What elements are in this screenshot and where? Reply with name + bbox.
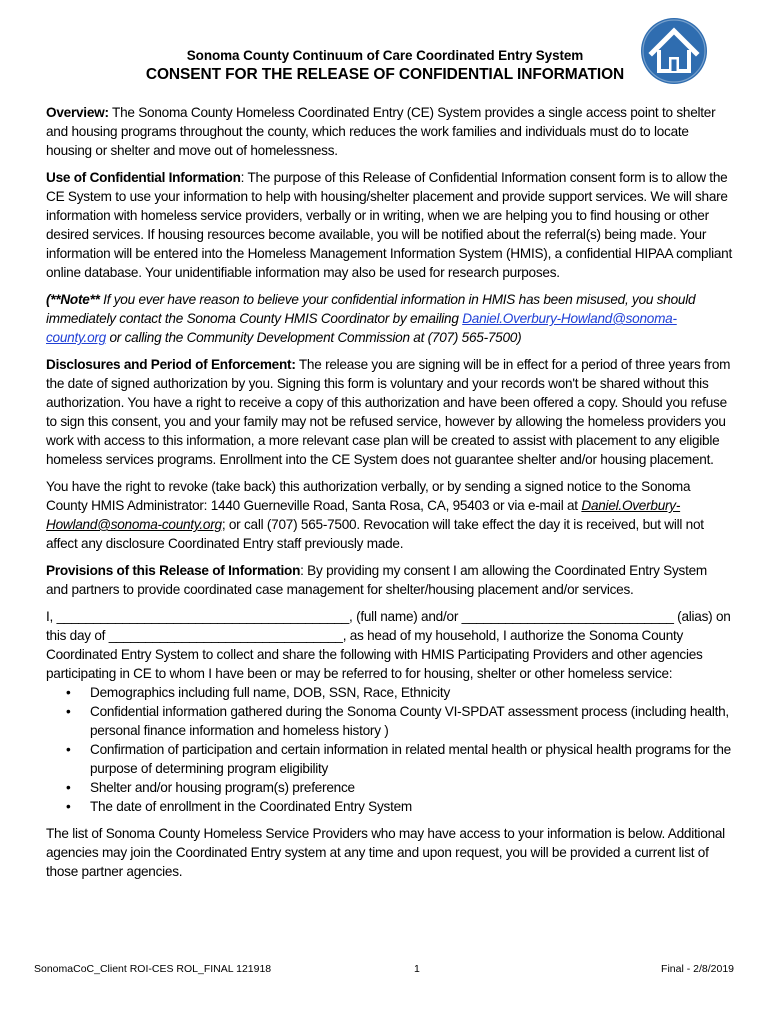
list-item: • Shelter and/or housing program(s) preference xyxy=(90,778,732,797)
footer-document-id: SonomaCoC_Client ROI-CES ROL_FINAL 121918 xyxy=(34,963,272,975)
consent-paragraph xyxy=(46,607,732,683)
provisions-text: : By providing my consent I am allowing the Coordinated Entry System and partners to provide coordinated case management for shelter/housing placement and/or services. xyxy=(46,563,707,597)
consent-i: I, xyxy=(46,609,57,624)
list-item: • Demographics including full name, DOB, SSN, Race, Ethnicity xyxy=(90,683,732,702)
day-label: on this day of xyxy=(46,609,731,643)
full-name-field[interactable]: ________________________________________ xyxy=(56,609,350,624)
form-title: CONSENT FOR THE RELEASE OF CONFIDENTIAL INFORMATION xyxy=(145,66,625,83)
shared-info-list xyxy=(46,683,732,816)
note-text-tail: or calling the Community Development Commission at (707) 565-7500) xyxy=(105,330,522,345)
alias-field[interactable]: _____________________________ xyxy=(461,609,674,624)
hmis-coordinator-email-link[interactable]: Daniel.Overbury-Howland@sonoma-county.org xyxy=(46,311,677,345)
form-body xyxy=(46,103,732,889)
note-paragraph xyxy=(46,290,732,347)
disclosures-paragraph xyxy=(46,355,732,469)
alias-label: (alias) xyxy=(673,609,713,624)
use-text: : The purpose of this Release of Confidential Information consent form is to allow the CE System to use your information to help with housing/shelter placement and provide support services. We will share information with homeless service providers, verbally or in writing, when we are helping you to find housing or other desired services. If housing resources become available, you will be notified about the referral(s) being made. Your information will be entered into the Homeless Management Information System (HMIS), a confidential HIPAA compliant online database. Your unidentifiable information may also be used for research purposes. xyxy=(46,170,733,280)
overview-text: The Sonoma County Homeless Coordinated Entry (CE) System provides a single access point to shelter and housing programs throughout the county, which reduces the work families and individuals must do to locate housing or shelter and move out of homelessness. xyxy=(46,105,716,158)
disclosures-text: The release you are signing will be in effect for a period of three years from the date of signed authorization by you. Signing this form is voluntary and your records won't be shared without this authorization. You have a right to receive a copy of this authorization and have been offered a copy. Should you refuse to sign this consent, you and your family may not be refused service, however by allowing the homeless providers you work with access to this information, a more relevant case plan will be created to assist with placement to any eligible homeless services programs. Enrollment into the CE System does not guarantee shelter and/or housing placement. xyxy=(46,357,731,467)
footer-version: Final - 2/8/2019 xyxy=(661,963,734,975)
note-label: (**Note** xyxy=(46,292,100,307)
page-number: 1 xyxy=(414,963,420,975)
note-text: If you ever have reason to believe your confidential information in HMIS has been misused, you should immediately contact the Sonoma County HMIS Coordinator by emailing xyxy=(46,292,696,326)
use-paragraph xyxy=(46,168,732,282)
day-field[interactable]: ________________________________ xyxy=(108,628,343,643)
page-footer xyxy=(34,963,734,979)
list-item: • Confidential information gathered during the Sonoma County VI-SPDAT assessment process (including health, personal finance information and homeless history ) xyxy=(90,702,732,740)
overview-paragraph xyxy=(46,103,732,160)
full-name-label: , (full name) and/or xyxy=(349,609,462,624)
closing-paragraph: The list of Sonoma County Homeless Service Providers who may have access to your information is below. Additional agencies may join the Coordinated Entry system at any time and upon request, you will be provided a current list of those partner agencies. xyxy=(46,826,725,879)
hmis-admin-email-link[interactable]: Daniel.Overbury-Howland@sonoma-county.org xyxy=(46,498,681,532)
list-item: • The date of enrollment in the Coordinated Entry System xyxy=(90,797,732,816)
organization-name: Sonoma County Continuum of Care Coordinated Entry System xyxy=(186,48,584,63)
provisions-heading: Provisions of this Release of Information xyxy=(46,563,301,578)
disclosures-heading: Disclosures and Period of Enforcement: xyxy=(46,357,296,372)
use-heading: Use of Confidential Information xyxy=(46,170,241,185)
revoke-text-tail: ; or call (707) 565-7500. Revocation will take effect the day it is received, but will not affect any disclosure Coordinated Entry staff previously made. xyxy=(46,517,704,551)
revoke-text: You have the right to revoke (take back) this authorization verbally, or by sending a signed notice to the Sonoma County HMIS Administrator: 1440 Guerneville Road, Santa Rosa, CA, 95403 or via e-mail at xyxy=(46,479,691,513)
list-item: • Confirmation of participation and certain information in related mental health or physical health programs for the purpose of determining program eligibility xyxy=(90,740,732,778)
revoke-paragraph xyxy=(46,477,732,553)
provisions-paragraph xyxy=(46,561,732,599)
overview-heading: Overview: xyxy=(46,105,109,120)
consent-text: , as head of my household, I authorize the Sonoma County Coordinated Entry System to collect and share the following with HMIS Participating Providers and other agencies participating in CE to whom I have been or may be referred to for housing, shelter or other homeless service: xyxy=(46,628,703,681)
